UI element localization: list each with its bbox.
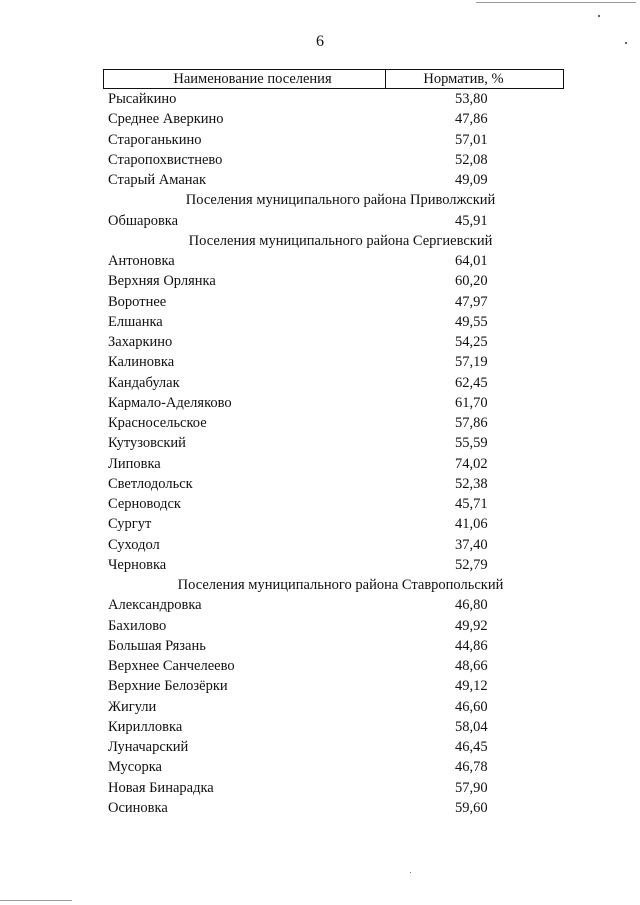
- table-row: [0, 109, 640, 129]
- table-row: [0, 494, 640, 514]
- table-row: [0, 676, 640, 696]
- norm-value: 47,86: [455, 111, 488, 128]
- norm-value: 46,78: [455, 759, 488, 776]
- table-body: [0, 89, 640, 818]
- table-row: [0, 778, 640, 798]
- norm-value: 60,20: [455, 273, 488, 290]
- section-heading-row: [0, 190, 640, 210]
- settlement-name: Осиновка: [108, 799, 168, 816]
- column-header-settlement: Наименование поселения: [104, 70, 386, 88]
- scan-speck: [410, 872, 411, 873]
- section-heading-row: [0, 575, 640, 595]
- table-row: [0, 433, 640, 453]
- norm-value: 37,40: [455, 536, 488, 553]
- settlement-name: Елшанка: [108, 313, 163, 330]
- norm-value: 57,19: [455, 354, 488, 371]
- settlement-name: Рысайкино: [108, 91, 177, 107]
- norm-value: 57,90: [455, 779, 488, 796]
- settlement-name: Липовка: [108, 455, 161, 472]
- norm-value: 55,59: [455, 435, 488, 452]
- table-row: [0, 697, 640, 717]
- norm-value: 49,55: [455, 313, 488, 330]
- norm-value: 57,86: [455, 415, 488, 431]
- settlement-name: Кутузовский: [108, 435, 186, 452]
- section-heading-row: [0, 231, 640, 251]
- settlement-name: Верхние Белозёрки: [108, 678, 228, 695]
- settlement-name: Александровка: [108, 597, 202, 614]
- settlement-name: Большая Рязань: [108, 637, 206, 654]
- table-row: [0, 514, 640, 534]
- settlement-name: Верхняя Орлянка: [108, 273, 216, 290]
- table-row: [0, 717, 640, 737]
- norm-value: 41,06: [455, 516, 488, 533]
- norm-value: 52,38: [455, 475, 488, 492]
- settlement-name: Антоновка: [108, 253, 175, 269]
- settlement-name: Староганькино: [108, 131, 202, 148]
- norm-value: 49,09: [455, 172, 488, 188]
- table-row: [0, 150, 640, 170]
- norm-value: 49,92: [455, 617, 488, 634]
- norm-value: 48,66: [455, 658, 488, 674]
- table-row: [0, 454, 640, 474]
- section-title: Поселения муниципального района Сергиевский: [188, 232, 493, 249]
- table-row: [0, 757, 640, 777]
- settlement-name: Кирилловка: [108, 718, 183, 735]
- settlement-name: Луначарский: [108, 739, 189, 755]
- norm-value: 45,71: [455, 496, 488, 512]
- table-row: [0, 332, 640, 352]
- settlement-name: Мусорка: [108, 759, 162, 776]
- settlement-name: Старопохвистнево: [108, 151, 223, 168]
- settlement-name: Калиновка: [108, 354, 175, 371]
- table-row: [0, 251, 640, 271]
- table-row: [0, 170, 640, 190]
- table-row: [0, 798, 640, 818]
- table-row: [0, 616, 640, 636]
- table-row: [0, 595, 640, 615]
- norm-value: 52,79: [455, 556, 488, 573]
- settlement-name: Серноводск: [108, 496, 181, 512]
- norm-value: 46,45: [455, 739, 488, 755]
- settlement-name: Среднее Аверкино: [108, 111, 224, 128]
- table-row: [0, 211, 640, 231]
- norm-value: 53,80: [455, 91, 488, 107]
- norm-value: 64,01: [455, 253, 488, 269]
- settlement-name: Обшаровка: [108, 212, 179, 229]
- scan-speck: [598, 15, 600, 17]
- table-row: [0, 555, 640, 575]
- table-row: [0, 292, 640, 312]
- settlement-name: Верхнее Санчелеево: [108, 658, 235, 674]
- scan-edge-line: [476, 2, 636, 3]
- table-row: [0, 737, 640, 757]
- norm-value: 59,60: [455, 799, 488, 816]
- norm-value: 46,80: [455, 597, 488, 614]
- settlement-name: Новая Бинарадка: [108, 779, 214, 796]
- table-row: [0, 413, 640, 433]
- norm-value: 74,02: [455, 455, 488, 472]
- norm-value: 57,01: [455, 131, 488, 148]
- table-row: [0, 656, 640, 676]
- table-row: [0, 393, 640, 413]
- settlement-name: Воротнее: [108, 293, 167, 310]
- section-title: Поселения муниципального района Ставропольский: [177, 577, 504, 593]
- section-title: Поселения муниципального района Приволжский: [185, 192, 496, 209]
- footnote-rule: [0, 900, 72, 901]
- settlement-name: Кандабулак: [108, 374, 180, 391]
- norm-value: 58,04: [455, 718, 488, 735]
- settlement-name: Черновка: [108, 556, 167, 573]
- table-row: [0, 130, 640, 150]
- table-row: [0, 312, 640, 332]
- column-header-norm: Норматив, %: [423, 71, 504, 87]
- settlement-name: Бахилово: [108, 617, 167, 634]
- table-row: [0, 636, 640, 656]
- norm-value: 47,97: [455, 293, 488, 310]
- settlement-name: Суходол: [108, 536, 160, 553]
- settlement-name: Красносельское: [108, 415, 207, 431]
- norm-value: 54,25: [455, 334, 488, 350]
- table-row: [0, 271, 640, 291]
- settlement-name: Кармало-Аделяково: [108, 394, 232, 411]
- settlement-name: Жигули: [108, 698, 157, 715]
- settlement-name: Сургут: [108, 516, 152, 533]
- norm-value: 46,60: [455, 698, 488, 715]
- settlement-name: Светлодольск: [108, 475, 193, 492]
- table-row: [0, 535, 640, 555]
- settlement-name: Старый Аманак: [108, 172, 207, 188]
- settlement-name: Захаркино: [108, 334, 173, 350]
- norm-value: 44,86: [455, 637, 488, 654]
- page-number: 6: [316, 33, 324, 50]
- table-header: [103, 69, 564, 89]
- norm-value: 61,70: [455, 394, 488, 411]
- table-row: [0, 89, 640, 109]
- table-row: [0, 474, 640, 494]
- norm-value: 49,12: [455, 678, 488, 695]
- table-row: [0, 373, 640, 393]
- norm-value: 62,45: [455, 374, 488, 391]
- table-row: [0, 352, 640, 372]
- norm-value: 52,08: [455, 151, 488, 168]
- norm-value: 45,91: [455, 212, 488, 229]
